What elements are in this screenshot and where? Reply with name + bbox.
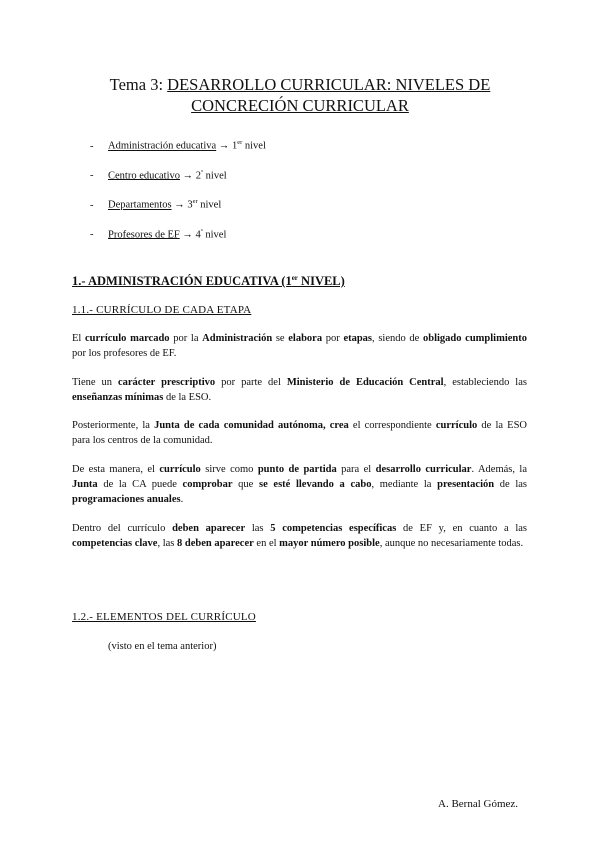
subsection-heading: 1.2.- ELEMENTOS DEL CURRÍCULO <box>72 611 256 623</box>
level-name: Administración educativa <box>108 140 217 152</box>
author-footer: A. Bernal Gómez. <box>438 798 519 810</box>
level-name: Centro educativo <box>108 170 181 181</box>
levels-list <box>90 136 266 254</box>
subsection-heading: 1.1.- CURRÍCULO DE CADA ETAPA <box>72 304 252 316</box>
note-text: (visto en el tema anterior) <box>108 641 217 652</box>
paragraph: Posteriormente, la Junta de cada comunidad autónoma, crea el correspondiente currículo de la ESO para los centros de la comunidad. <box>72 420 528 446</box>
paragraph: Dentro del currículo deben aparecer las 5 competencias específicas de EF y, en cuanto a las competencias clave, las 8 deben aparecer en el mayor número posible, aunque no necesariamente todas. <box>72 523 528 549</box>
list-item: - Administración educativa → 1er nivel <box>90 139 266 152</box>
arrow-icon: → <box>182 229 193 240</box>
title-prefix: Tema 3: <box>109 75 164 94</box>
list-item: - Departamentos → 3er nivel <box>90 198 222 211</box>
level-name: Profesores de EF <box>108 229 180 240</box>
paragraph: De esta manera, el currículo sirve como punto de partida para el desarrollo curricular. Además, la Junta de la CA puede comprobar que se esté llevando a cabo, mediante la presentación de las programaciones anuales. <box>72 464 527 505</box>
arrow-icon: → <box>218 140 230 152</box>
list-item: - Centro educativo → $2^º$ nivel <box>90 168 227 181</box>
document-title <box>40 74 560 116</box>
arrow-icon: → <box>182 170 194 181</box>
title-line-2: CONCRECIÓN CURRICULAR <box>191 96 409 115</box>
list-item: - Profesores de EF → $4^º$ nivel <box>90 227 227 240</box>
arrow-icon: → <box>174 199 185 211</box>
paragraph: Tiene un carácter prescriptivo por parte del Ministerio de Educación Central, estableciendo las enseñanzas mínimas de la ESO. <box>72 377 527 403</box>
title-line-1: DESARROLLO CURRICULAR: NIVELES DE <box>167 75 491 94</box>
section-heading: 1.- ADMINISTRACIÓN EDUCATIVA (1er NIVEL) <box>72 274 345 289</box>
level-name: Departamentos <box>108 199 172 211</box>
paragraph: El currículo marcado por la Administración se elabora por etapas, siendo de obligado cumplimiento por los profesores de EF. <box>72 333 528 359</box>
